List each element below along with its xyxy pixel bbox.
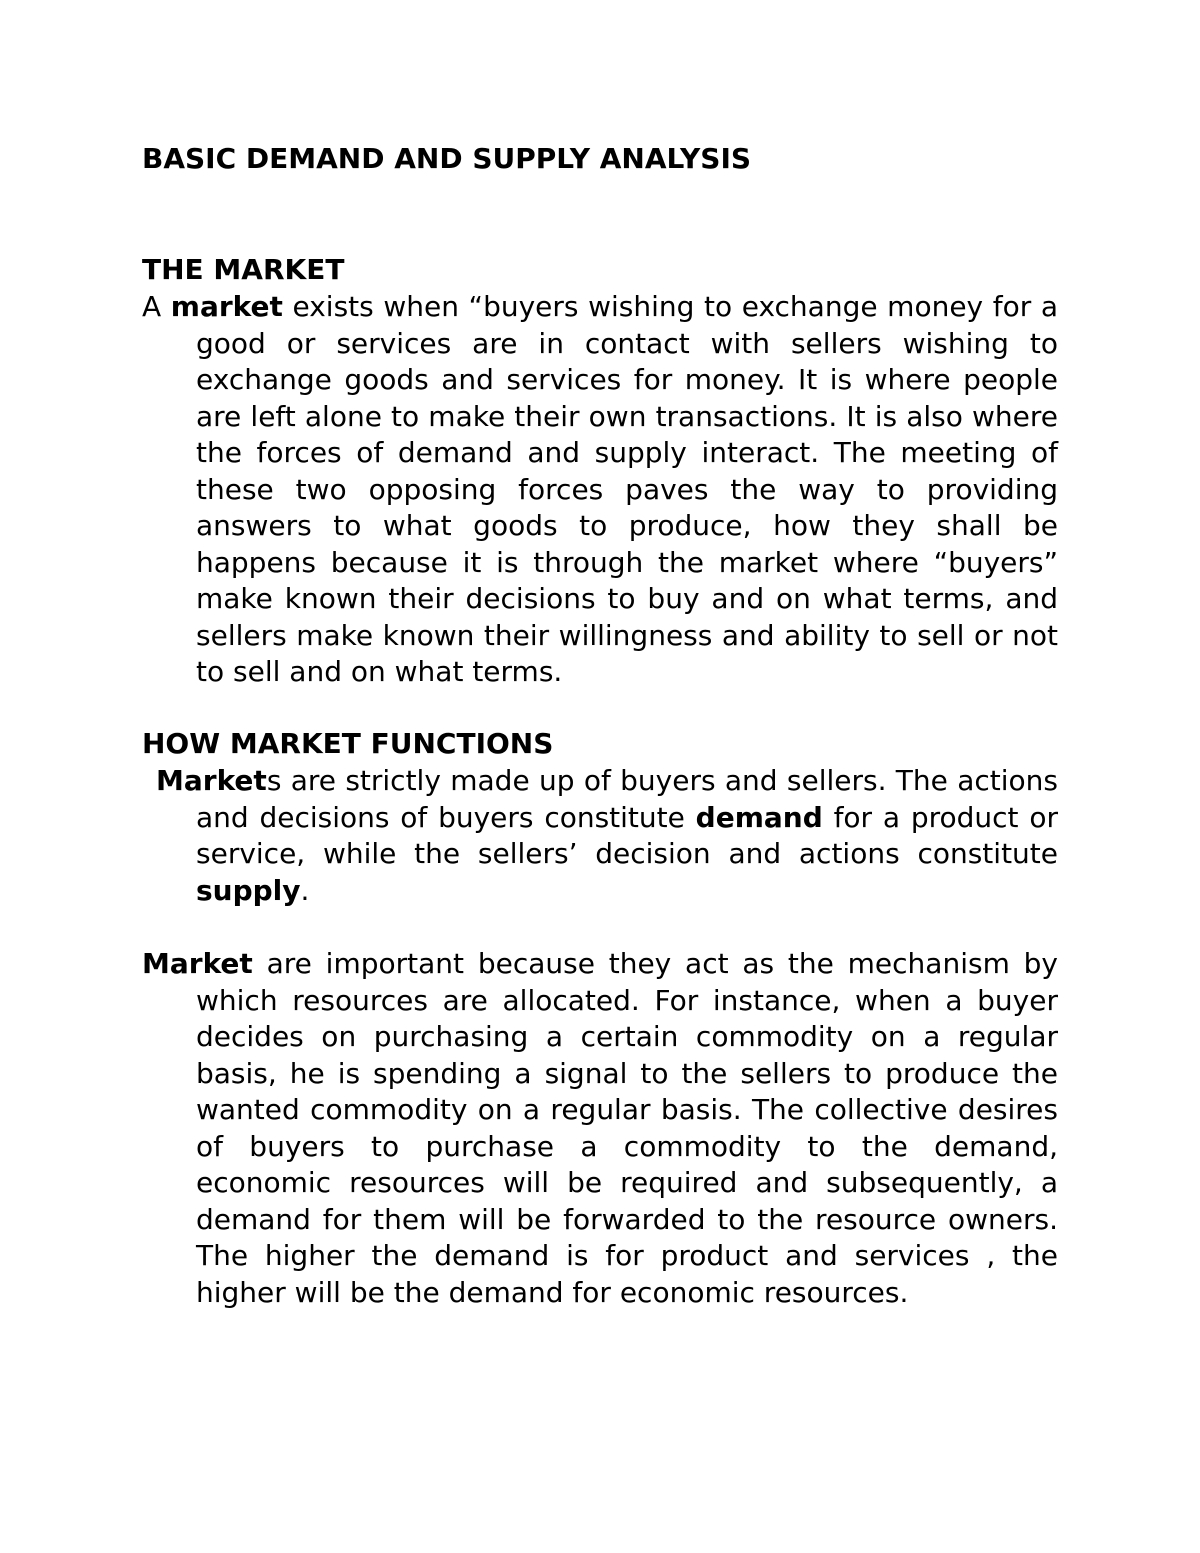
paragraph-how-market-functions bbox=[142, 763, 1058, 909]
bold-term-market: market bbox=[170, 290, 283, 323]
bold-term-demand: demand bbox=[695, 800, 823, 834]
paragraph-text: are important because they act as the mechanism by which resources are allocated. For instance, when a buyer decides on purchasing a certain commodity on a regular basis, he is spending a signal to the sellers to produce the wanted commodity on a regular basis. The collective desires of buyers to purchase a commodity to the demand, economic resources will be required and subsequently, a demand for them will be forwarded to the resource owners. The higher the demand is for product and services , the higher will be the demand for economic resources. bbox=[196, 947, 1058, 1309]
paragraph-text: exists when “buyers wishing to exchange money for a good or services are in contact with sellers wishing to exchange goods and services for money. It is where people are left alone to make their own transactions. It is also where the forces of demand and supply interact. The meeting of these two opposing forces paves the way to providing answers to what goods to produce, how they shall be happens because it is through the market where “buyers” make known their decisions to buy and on what terms, and sellers make known their willingness and ability to sell or not to sell and on what terms. bbox=[196, 290, 1058, 688]
bold-term-supply: supply bbox=[196, 873, 301, 907]
section-heading-how-market-functions: HOW MARKET FUNCTIONS bbox=[142, 727, 554, 760]
paragraph-market-importance bbox=[142, 946, 1058, 1311]
paragraph-text: for a product or service, while the sellers’ decision and actions constitute bbox=[196, 800, 1058, 870]
section-heading-the-market: THE MARKET bbox=[142, 253, 345, 286]
document-title: BASIC DEMAND AND SUPPLY ANALYSIS bbox=[142, 142, 752, 175]
paragraph-the-market bbox=[142, 289, 1058, 691]
paragraph-text: s are strictly made up of buyers and sellers. The actions and decisions of buyers constitute bbox=[196, 764, 1058, 834]
paragraph-text: . bbox=[300, 873, 310, 907]
paragraph-lead: A bbox=[142, 290, 171, 323]
bold-term-market: Market bbox=[142, 947, 253, 980]
bold-term-market: Market bbox=[156, 764, 267, 797]
